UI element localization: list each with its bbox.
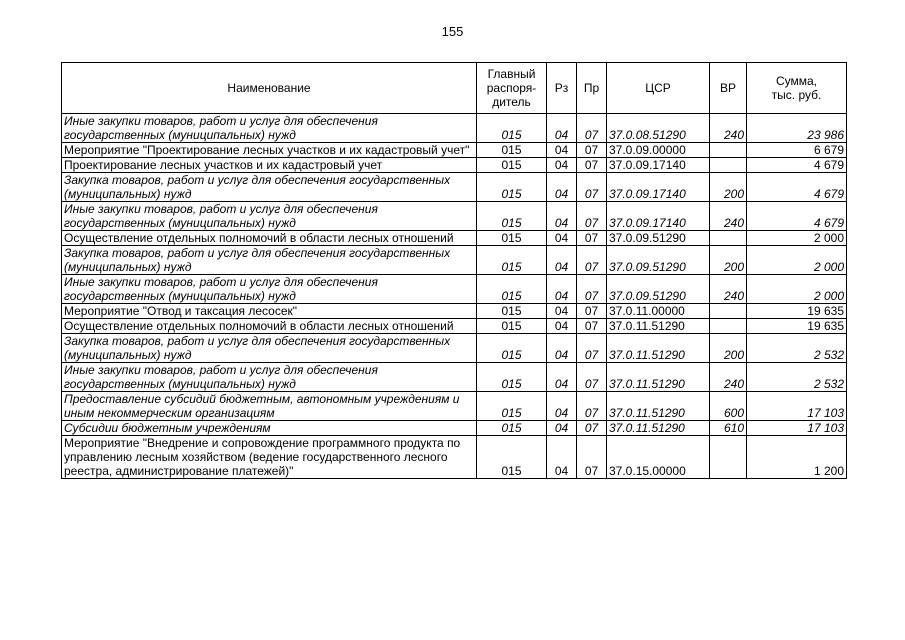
cell-gr: 015: [477, 319, 547, 334]
cell-pr: 07: [577, 143, 607, 158]
table-row: [62, 173, 847, 202]
cell-vr: [710, 304, 747, 319]
table-row: [62, 246, 847, 275]
cell-sum: 4 679: [747, 173, 847, 202]
cell-vr: [710, 143, 747, 158]
cell-csr: 37.0.08.51290: [607, 114, 710, 143]
cell-name: Закупка товаров, работ и услуг для обеспечения государственных (муниципальных) нужд: [62, 173, 477, 202]
cell-vr: 240: [710, 202, 747, 231]
cell-pr: 07: [577, 275, 607, 304]
table-body: [62, 114, 847, 479]
header-csr: ЦСР: [607, 63, 710, 114]
cell-pr: 07: [577, 421, 607, 436]
header-pr: Пр: [577, 63, 607, 114]
header-name: Наименование: [62, 63, 477, 114]
cell-sum: 17 103: [747, 421, 847, 436]
cell-csr: 37.0.11.51290: [607, 319, 710, 334]
cell-gr: 015: [477, 231, 547, 246]
table-row: [62, 334, 847, 363]
cell-gr: 015: [477, 392, 547, 421]
cell-pr: 07: [577, 319, 607, 334]
cell-csr: 37.0.09.00000: [607, 143, 710, 158]
cell-sum: 2 000: [747, 246, 847, 275]
table-row: [62, 363, 847, 392]
cell-rz: 04: [547, 158, 577, 173]
cell-vr: [710, 231, 747, 246]
cell-gr: 015: [477, 334, 547, 363]
cell-rz: 04: [547, 231, 577, 246]
cell-rz: 04: [547, 275, 577, 304]
cell-csr: 37.0.09.51290: [607, 246, 710, 275]
cell-name: Осуществление отдельных полномочий в области лесных отношений: [62, 231, 477, 246]
header-gr-line3: дитель: [492, 95, 531, 109]
cell-sum: 2 000: [747, 275, 847, 304]
cell-rz: 04: [547, 202, 577, 231]
cell-name: Предоставление субсидий бюджетным, автономным учреждениям и иным некоммерческим организациям: [62, 392, 477, 421]
header-gr: [477, 63, 547, 114]
table-row: [62, 158, 847, 173]
cell-gr: 015: [477, 173, 547, 202]
cell-pr: 07: [577, 231, 607, 246]
cell-csr: 37.0.09.17140: [607, 173, 710, 202]
cell-rz: 04: [547, 304, 577, 319]
cell-vr: 240: [710, 363, 747, 392]
cell-sum: 2 532: [747, 363, 847, 392]
cell-gr: 015: [477, 304, 547, 319]
cell-gr: 015: [477, 202, 547, 231]
cell-sum: 2 532: [747, 334, 847, 363]
page-number: 155: [441, 24, 464, 39]
cell-name: Мероприятие "Проектирование лесных участков и их кадастровый учет": [62, 143, 477, 158]
cell-sum: 1 200: [747, 436, 847, 479]
cell-gr: 015: [477, 246, 547, 275]
cell-rz: 04: [547, 392, 577, 421]
cell-csr: 37.0.09.51290: [607, 275, 710, 304]
header-gr-line2: распоря-: [486, 81, 537, 95]
cell-sum: 4 679: [747, 202, 847, 231]
cell-sum: 19 635: [747, 304, 847, 319]
cell-gr: 015: [477, 114, 547, 143]
cell-vr: 200: [710, 173, 747, 202]
cell-rz: 04: [547, 334, 577, 363]
cell-name: Иные закупки товаров, работ и услуг для обеспечения государственных (муниципальных) нужд: [62, 202, 477, 231]
cell-csr: 37.0.15.00000: [607, 436, 710, 479]
cell-name: Закупка товаров, работ и услуг для обеспечения государственных (муниципальных) нужд: [62, 334, 477, 363]
cell-rz: 04: [547, 143, 577, 158]
header-sum-line2: тыс. руб.: [771, 88, 822, 102]
cell-csr: 37.0.11.00000: [607, 304, 710, 319]
cell-pr: 07: [577, 392, 607, 421]
table-row: [62, 392, 847, 421]
cell-csr: 37.0.09.51290: [607, 231, 710, 246]
table-row: [62, 421, 847, 436]
header-sum-line1: Сумма,: [775, 74, 818, 88]
cell-name: Иные закупки товаров, работ и услуг для обеспечения государственных (муниципальных) нужд: [62, 363, 477, 392]
cell-vr: 240: [710, 275, 747, 304]
cell-vr: 200: [710, 334, 747, 363]
header-gr-line1: Главный: [487, 67, 536, 81]
cell-pr: 07: [577, 202, 607, 231]
cell-sum: 2 000: [747, 231, 847, 246]
cell-gr: 015: [477, 436, 547, 479]
cell-gr: 015: [477, 421, 547, 436]
cell-pr: 07: [577, 363, 607, 392]
table-row: [62, 436, 847, 479]
cell-pr: 07: [577, 114, 607, 143]
cell-pr: 07: [577, 334, 607, 363]
cell-vr: [710, 436, 747, 479]
cell-sum: 17 103: [747, 392, 847, 421]
budget-table: [61, 62, 847, 479]
cell-vr: 200: [710, 246, 747, 275]
cell-sum: 6 679: [747, 143, 847, 158]
cell-name: Иные закупки товаров, работ и услуг для обеспечения государственных (муниципальных) нужд: [62, 114, 477, 143]
header-rz: Рз: [547, 63, 577, 114]
cell-gr: 015: [477, 275, 547, 304]
cell-vr: [710, 319, 747, 334]
header-vr: ВР: [710, 63, 747, 114]
cell-name: Проектирование лесных участков и их кадастровый учет: [62, 158, 477, 173]
cell-name: Субсидии бюджетным учреждениям: [62, 421, 477, 436]
cell-csr: 37.0.11.51290: [607, 421, 710, 436]
cell-name: Мероприятие "Внедрение и сопровождение программного продукта по управлению лесным хозяйством (ведение государственного лесного реестра, администрирование платежей)": [62, 436, 477, 479]
cell-name: Осуществление отдельных полномочий в области лесных отношений: [62, 319, 477, 334]
table-row: [62, 143, 847, 158]
cell-csr: 37.0.09.17140: [607, 202, 710, 231]
cell-vr: [710, 158, 747, 173]
table-row: [62, 114, 847, 143]
cell-sum: 23 986: [747, 114, 847, 143]
cell-sum: 4 679: [747, 158, 847, 173]
cell-sum: 19 635: [747, 319, 847, 334]
table-row: [62, 304, 847, 319]
cell-csr: 37.0.11.51290: [607, 363, 710, 392]
cell-pr: 07: [577, 158, 607, 173]
cell-rz: 04: [547, 421, 577, 436]
cell-gr: 015: [477, 158, 547, 173]
cell-vr: 610: [710, 421, 747, 436]
cell-vr: 600: [710, 392, 747, 421]
table-row: [62, 202, 847, 231]
header-sum: [747, 63, 847, 114]
cell-csr: 37.0.09.17140: [607, 158, 710, 173]
cell-rz: 04: [547, 246, 577, 275]
cell-gr: 015: [477, 363, 547, 392]
cell-rz: 04: [547, 319, 577, 334]
cell-rz: 04: [547, 173, 577, 202]
cell-name: Закупка товаров, работ и услуг для обеспечения государственных (муниципальных) нужд: [62, 246, 477, 275]
cell-pr: 07: [577, 436, 607, 479]
cell-gr: 015: [477, 143, 547, 158]
cell-pr: 07: [577, 173, 607, 202]
cell-vr: 240: [710, 114, 747, 143]
table-row: [62, 275, 847, 304]
header-row: [62, 63, 847, 114]
table-row: [62, 231, 847, 246]
cell-csr: 37.0.11.51290: [607, 334, 710, 363]
cell-rz: 04: [547, 363, 577, 392]
cell-rz: 04: [547, 436, 577, 479]
cell-pr: 07: [577, 246, 607, 275]
cell-csr: 37.0.11.51290: [607, 392, 710, 421]
cell-pr: 07: [577, 304, 607, 319]
cell-name: Иные закупки товаров, работ и услуг для обеспечения государственных (муниципальных) нужд: [62, 275, 477, 304]
cell-rz: 04: [547, 114, 577, 143]
cell-name: Мероприятие "Отвод и таксация лесосек": [62, 304, 477, 319]
table-row: [62, 319, 847, 334]
